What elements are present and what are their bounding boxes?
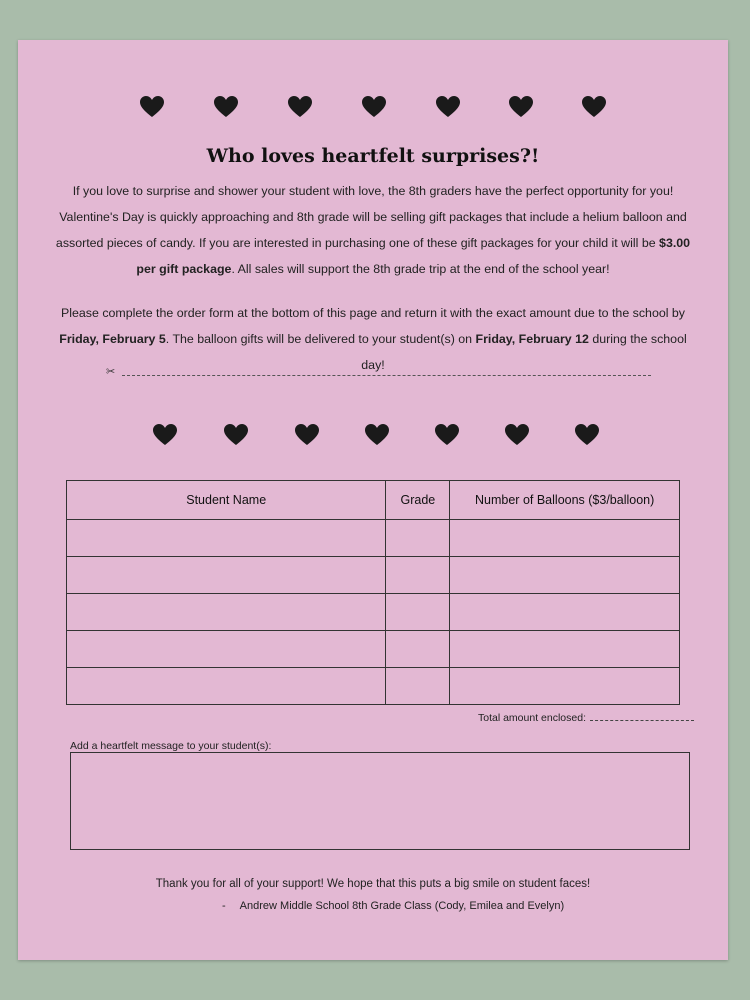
table-row — [67, 631, 680, 668]
table-row — [67, 594, 680, 631]
instructions-text: Please complete the order form at the bottom of this page and return it with the exact amount due to the school by — [60, 306, 686, 320]
delivery-date: Friday, February 12 — [475, 332, 589, 346]
intro-paragraph — [48, 178, 698, 282]
due-date: Friday, February 5 — [59, 332, 166, 346]
intro-text: If you love to surprise and shower your student with love, the 8th graders have the perfect opportunity for you! Valentine's Day is quickly approaching and 8th grade will be selling gift packages that include a helium balloon and assorted pieces of candy. If you are interested in purchasing one of these gift packages for your child it will be — [55, 184, 687, 250]
thank-you-text: Thank you for all of your support! We hope that this puts a big smile on student faces! — [155, 878, 591, 890]
student-name-cell[interactable] — [67, 594, 386, 631]
header-student-name: Student Name — [67, 481, 386, 520]
signature-dash: - — [222, 900, 226, 912]
header-grade: Grade — [386, 481, 450, 520]
instructions-paragraph — [48, 300, 698, 378]
total-amount-label: Total amount enclosed: — [478, 712, 586, 724]
scissors-icon: ✂ — [106, 366, 116, 378]
grade-cell[interactable] — [386, 594, 450, 631]
top-heart-row — [18, 95, 728, 125]
bottom-heart-row — [18, 423, 728, 453]
heart-icon — [364, 423, 390, 447]
student-name-cell[interactable] — [67, 631, 386, 668]
dashed-divider — [122, 375, 651, 376]
message-label: Add a heartfelt message to your student(s): — [70, 740, 272, 752]
flyer-page — [18, 40, 728, 960]
message-box[interactable] — [70, 752, 690, 850]
page-title: Who loves heartfelt surprises?! — [206, 145, 540, 167]
heart-icon — [435, 95, 461, 119]
heart-icon — [139, 95, 165, 119]
grade-cell[interactable] — [386, 520, 450, 557]
heart-icon — [287, 95, 313, 119]
heart-icon — [508, 95, 534, 119]
table-row — [67, 520, 680, 557]
balloons-cell[interactable] — [450, 631, 680, 668]
price-text: $3.00 per gift package — [136, 236, 691, 276]
heart-icon — [223, 423, 249, 447]
heart-icon — [434, 423, 460, 447]
grade-cell[interactable] — [386, 557, 450, 594]
table-row — [67, 557, 680, 594]
balloons-cell[interactable] — [450, 520, 680, 557]
heart-icon — [152, 423, 178, 447]
signature-line — [222, 900, 564, 912]
heart-icon — [504, 423, 530, 447]
balloons-cell[interactable] — [450, 668, 680, 705]
student-name-cell[interactable] — [67, 520, 386, 557]
table-header-row — [67, 481, 680, 520]
student-name-cell[interactable] — [67, 557, 386, 594]
heart-icon — [294, 423, 320, 447]
table-row — [67, 668, 680, 705]
heart-icon — [213, 95, 239, 119]
heart-icon — [361, 95, 387, 119]
grade-cell[interactable] — [386, 668, 450, 705]
grade-cell[interactable] — [386, 631, 450, 668]
student-name-cell[interactable] — [67, 668, 386, 705]
instructions-outro-text: during the school day! — [361, 332, 687, 372]
order-form-table — [66, 480, 680, 705]
header-balloons: Number of Balloons ($3/balloon) — [450, 481, 680, 520]
balloons-cell[interactable] — [450, 594, 680, 631]
heart-icon — [581, 95, 607, 119]
instructions-middle-text: . The balloon gifts will be delivered to your student(s) on — [165, 332, 476, 346]
total-amount-line — [478, 712, 694, 724]
heart-icon — [574, 423, 600, 447]
total-amount-blank[interactable] — [590, 720, 694, 721]
balloons-cell[interactable] — [450, 557, 680, 594]
cut-line — [106, 366, 651, 380]
signature-text: Andrew Middle School 8th Grade Class (Cody, Emilea and Evelyn) — [239, 900, 565, 912]
intro-outro-text: . All sales will support the 8th grade trip at the end of the school year! — [231, 262, 610, 276]
